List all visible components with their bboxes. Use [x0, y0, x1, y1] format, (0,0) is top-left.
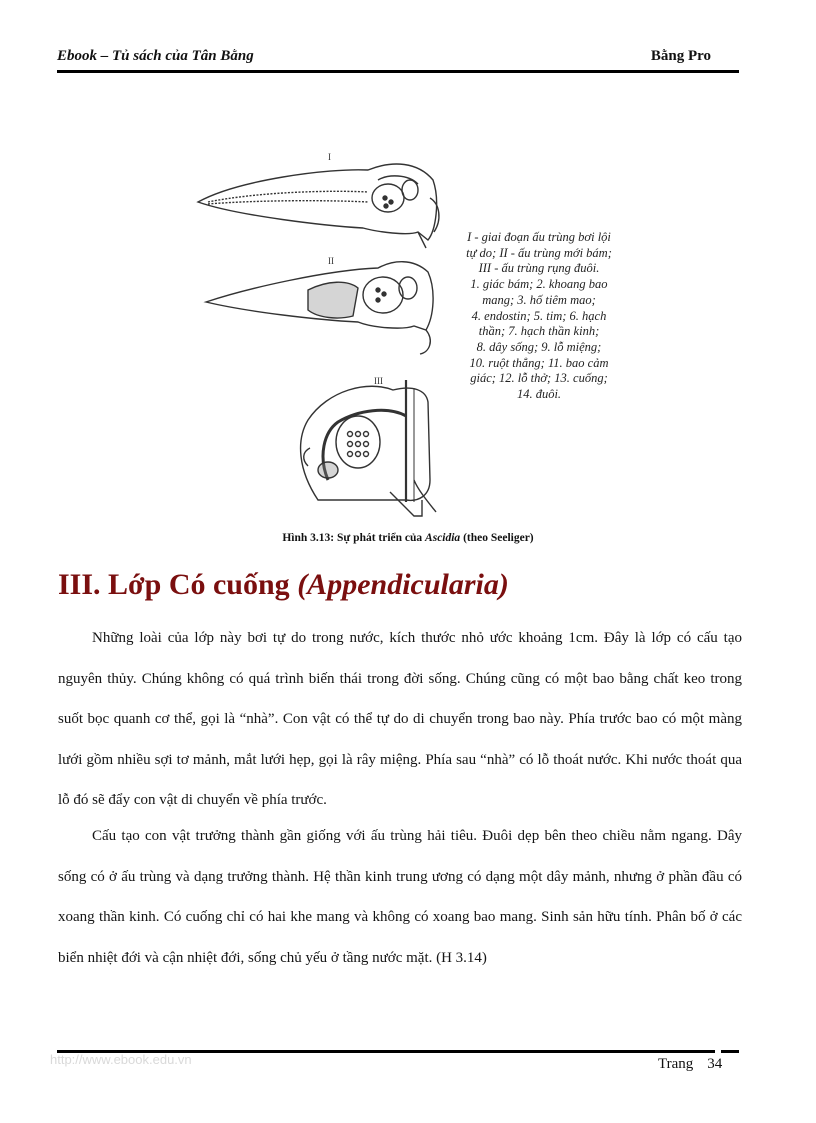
- legend-line: giác; 12. lỗ thở; 13. cuống;: [470, 371, 608, 386]
- legend-line: III - ấu trùng rụng đuôi.: [478, 261, 600, 276]
- label-stage-2: II: [328, 256, 334, 266]
- label-stage-3: III: [374, 376, 383, 386]
- body-paragraph-2: Cấu tạo con vật trưởng thành gần giống với ấu trùng hải tiêu. Đuôi dẹp bên theo chiều nằm ngang. Dây sống có ở ấu trùng và dạng trưởng thành. Hệ thần kinh trung ương có dạng một dây mảnh, nhưng ở phần đầu có xoang thần kinh. Có cuống chỉ có hai khe mang và không có xoang bao mang. Sinh sản hữu tính. Phân bố ở các biển nhiệt đới và cận nhiệt đới, sống chủ yếu ở tầng nước mặt. (H 3.14): [58, 828, 742, 966]
- larva-stage-1-drawing: [198, 164, 439, 248]
- legend-line: tự do; II - ấu trùng mới bám;: [466, 245, 612, 260]
- legend-line: 1. giác bám; 2. khoang bao: [470, 277, 608, 292]
- legend-line: thần; 7. hạch thần kinh;: [478, 324, 600, 339]
- caption-species: Ascidia: [425, 532, 461, 544]
- larva-stage-3-drawing: [301, 380, 436, 516]
- legend-line: 8. dây sống; 9. lỗ miệng;: [476, 339, 602, 354]
- body-paragraph-1: Những loài của lớp này bơi tự do trong nước, kích thước nhỏ ước khoảng 1cm. Đây là lớp có cấu tạo nguyên thủy. Chúng không có quá trình biến thái trong đời sống. Chúng cũng có một bao bằng chất keo trong suốt bọc quanh cơ thể, gọi là “nhà”. Con vật có thể tự do di chuyển trong bao này. Phía trước bao có một màng lưới gồm nhiều sợi tơ mảnh, mắt lưới hẹp, gọi là rây miệng. Phía sau “nhà” có lỗ thoát nước. Khi nước thoát qua lỗ đó sẽ đẩy con vật di chuyển về phía trước.: [58, 630, 742, 808]
- page-number-value: 34: [707, 1056, 723, 1072]
- larva-stage-2-drawing: [206, 262, 433, 354]
- caption-suffix: (theo Seeliger): [460, 532, 534, 544]
- ascidia-development-figure: [178, 140, 478, 520]
- header-author: Bằng Pro: [650, 48, 711, 64]
- ascidia-illustration: [178, 140, 478, 520]
- section-heading-latin: (Appendicularia): [297, 568, 509, 601]
- legend-line: 10. ruột thẳng; 11. bao cảm: [469, 355, 609, 370]
- header-title: Ebook – Tủ sách của Tân Bằng: [57, 48, 254, 64]
- page-header: [57, 48, 739, 72]
- label-stage-1: I: [328, 152, 331, 162]
- legend-line: 14. đuôi.: [516, 387, 562, 402]
- section-heading: [58, 568, 509, 602]
- footer-watermark-link[interactable]: http://www.ebook.edu.vn: [50, 1052, 192, 1067]
- header-rule: [57, 70, 739, 73]
- legend-line: 4. endostin; 5. tim; 6. hạch: [471, 308, 607, 323]
- page-label: Trang: [658, 1056, 694, 1072]
- section-heading-text: III. Lớp Có cuống: [58, 568, 298, 601]
- caption-prefix: Hình 3.13: Sự phát triển của: [282, 532, 426, 544]
- legend-line: mang; 3. hố tiêm mao;: [482, 292, 596, 307]
- figure-caption: [0, 532, 816, 544]
- legend-line: I - giai đoạn ấu trùng bơi lội: [467, 230, 611, 244]
- page-number: [658, 1056, 722, 1073]
- figure-legend: [444, 230, 634, 403]
